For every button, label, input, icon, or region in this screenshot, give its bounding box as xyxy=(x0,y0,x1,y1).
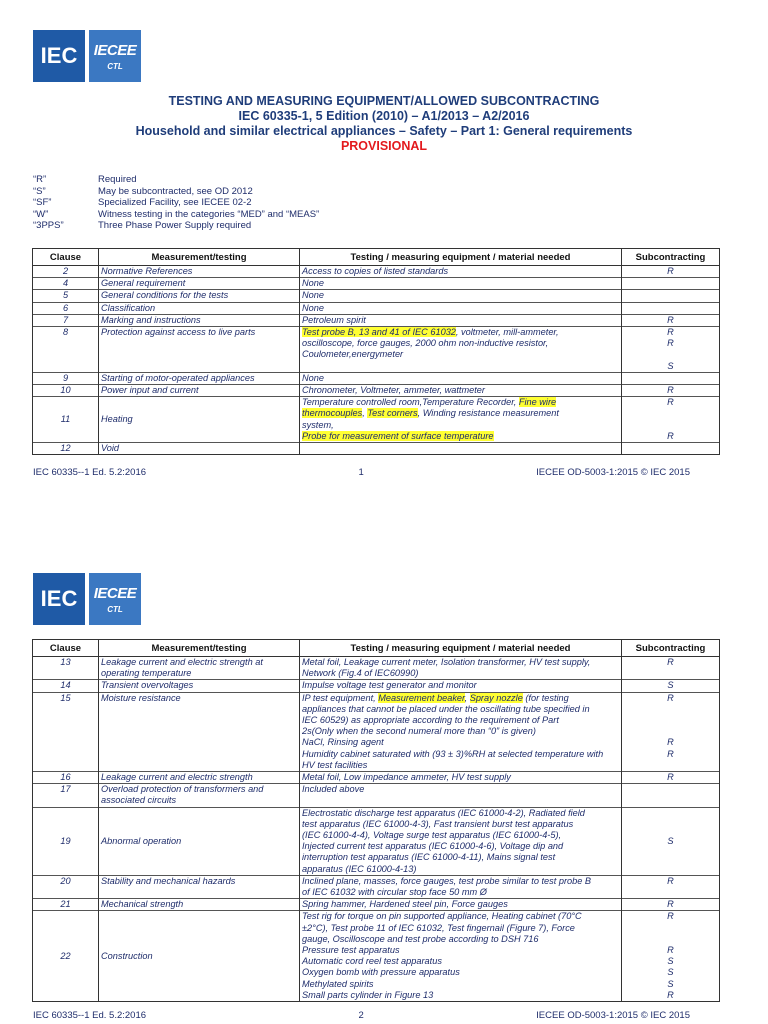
footer-page-number: 1 xyxy=(358,467,364,478)
equipment-cell: None xyxy=(300,302,622,314)
sub-value: S xyxy=(667,956,674,967)
measurement-cell: Starting of motor-operated appliances xyxy=(99,372,300,384)
header-title: TESTING AND MEASURING EQUIPMENT/ALLOWED SUBCONTRACTING xyxy=(168,94,600,108)
equipment-cell xyxy=(300,443,622,455)
iec-logo-page2 xyxy=(33,573,141,625)
equipment-text: , xyxy=(464,692,470,703)
subcontracting-cell xyxy=(622,327,720,373)
table-row xyxy=(33,911,720,1002)
legend xyxy=(33,174,319,232)
legend-code: “S” xyxy=(33,185,46,197)
equipment-line: Inclined plane, masses, force gauges, test probe similar to test probe B xyxy=(302,875,592,886)
subcontracting-cell xyxy=(622,372,720,384)
clause-cell: 2 xyxy=(33,266,99,278)
iec-logo-page1 xyxy=(33,30,141,82)
measurement-cell: Protection against access to live parts xyxy=(99,327,300,373)
measurement-cell: Marking and instructions xyxy=(99,314,300,326)
equipment-line: Coulometer,energymeter xyxy=(302,349,404,360)
sub-value: S xyxy=(667,978,674,989)
equipment-line: Oxygen bomb with pressure apparatus xyxy=(302,967,460,978)
equipment-cell xyxy=(300,875,622,898)
sub-value: R xyxy=(667,911,674,922)
measurement-cell: Mechanical strength xyxy=(99,899,300,911)
measurement-cell: Heating xyxy=(99,397,300,443)
legend-text: Witness testing in the categories “MED” and “MEAS” xyxy=(98,208,320,220)
legend-text: Required xyxy=(98,174,137,185)
footer-page-number: 2 xyxy=(358,1010,364,1021)
table-row xyxy=(33,875,720,898)
subcontracting-cell xyxy=(622,443,720,455)
iec-logo-icon xyxy=(33,30,85,82)
equipment-line: Humidity cabinet saturated with (93 ± 3)%RH at selected temperature with xyxy=(302,748,604,759)
equipment-line: interruption test apparatus (IEC 61000-4-11), Mains signal test xyxy=(302,852,556,863)
subcontracting-cell: R xyxy=(622,266,720,278)
equipment-line xyxy=(302,693,619,704)
equipment-table-page2 xyxy=(32,639,720,1002)
subcontracting-cell: R xyxy=(622,657,720,680)
sub-value xyxy=(624,934,717,945)
iecee-logo-icon xyxy=(89,573,141,625)
iecee-logo-text: IECEE xyxy=(93,584,137,602)
equipment-line: Methylated spirits xyxy=(302,978,374,989)
measurement-line: operating temperature xyxy=(101,668,192,679)
col-measurement: Measurement/testing xyxy=(99,249,300,266)
measurement-cell: Abnormal operation xyxy=(99,807,300,875)
table-row xyxy=(33,692,720,771)
legend-text: Three Phase Power Supply required xyxy=(98,220,252,232)
table-row xyxy=(33,397,720,443)
subcontracting-cell: R xyxy=(622,314,720,326)
sub-value xyxy=(624,715,717,726)
equipment-text: Temperature controlled room,Temperature Recorder, xyxy=(302,397,519,408)
measurement-line: Overload protection of transformers and xyxy=(101,784,264,795)
legend-row xyxy=(33,220,319,232)
equipment-cell: None xyxy=(300,372,622,384)
clause-cell: 7 xyxy=(33,314,99,326)
equipment-cell xyxy=(300,397,622,443)
clause-cell: 13 xyxy=(33,657,99,680)
measurement-cell xyxy=(99,657,300,680)
highlighted-text: thermocouples xyxy=(302,408,363,419)
clause-cell: 21 xyxy=(33,899,99,911)
sub-value xyxy=(624,726,717,737)
iec-logo-icon xyxy=(33,573,85,625)
clause-cell: 5 xyxy=(33,290,99,302)
footer-right: IECEE OD-5003-1:2015 © IEC 2015 xyxy=(536,1010,690,1021)
clause-cell: 17 xyxy=(33,784,99,807)
clause-cell: 11 xyxy=(33,397,99,443)
highlighted-text: Measurement beaker xyxy=(378,692,465,703)
equipment-cell: Spring hammer, Hardened steel pin, Force gauges xyxy=(300,899,622,911)
equipment-line: apparatus (IEC 61000-4-13) xyxy=(302,863,417,874)
legend-code: “W” xyxy=(33,208,49,220)
col-measurement: Measurement/testing xyxy=(99,640,300,657)
measurement-cell: Classification xyxy=(99,302,300,314)
subcontracting-cell xyxy=(622,397,720,443)
clause-cell: 12 xyxy=(33,443,99,455)
clause-cell: 4 xyxy=(33,278,99,290)
highlighted-text: Probe for measurement of surface temperature xyxy=(302,430,494,441)
col-equipment: Testing / measuring equipment / material needed xyxy=(300,249,622,266)
equipment-cell xyxy=(300,657,622,680)
sub-value: R xyxy=(667,692,674,703)
highlighted-text: Fine wire xyxy=(518,397,557,408)
measurement-cell: Power input and current xyxy=(99,385,300,397)
clause-cell: 20 xyxy=(33,875,99,898)
sub-value: R xyxy=(667,397,674,408)
equipment-table-page1 xyxy=(32,248,720,455)
equipment-line: HV test facilities xyxy=(302,759,368,770)
equipment-line: ±2°C), Test probe 11 of IEC 61032, Test fingernail (Figure 7), Force xyxy=(302,922,575,933)
col-equipment: Testing / measuring equipment / material needed xyxy=(300,640,622,657)
sub-value: R xyxy=(667,945,674,956)
sub-value: R xyxy=(667,737,674,748)
footer-page1 xyxy=(33,467,690,478)
col-clause: Clause xyxy=(33,249,99,266)
equipment-text: , xyxy=(362,408,368,419)
subcontracting-cell: R xyxy=(622,899,720,911)
equipment-line: Test rig for torque on pin supported appliance, Heating cabinet (70°C xyxy=(302,911,582,922)
sub-value: R xyxy=(667,748,674,759)
legend-code: “SF” xyxy=(33,197,52,209)
footer-right: IECEE OD-5003-1:2015 © IEC 2015 xyxy=(536,467,690,478)
table-row xyxy=(33,314,720,326)
table-header-row xyxy=(33,249,720,266)
sub-value xyxy=(624,420,717,431)
iecee-logo-icon xyxy=(89,30,141,82)
equipment-line: system, xyxy=(302,419,334,430)
subcontracting-cell xyxy=(622,278,720,290)
legend-row xyxy=(33,197,319,209)
sub-value: R xyxy=(667,989,674,1000)
clause-cell: 22 xyxy=(33,911,99,1002)
measurement-cell: Transient overvoltages xyxy=(99,680,300,692)
header-subtitle: Household and similar electrical appliances – Safety – Part 1: General requirements xyxy=(135,124,633,138)
footer-left: IEC 60335--1 Ed. 5.2:2016 xyxy=(33,1010,147,1021)
subcontracting-cell: R xyxy=(622,772,720,784)
clause-cell: 15 xyxy=(33,692,99,771)
equipment-cell: Included above xyxy=(300,784,622,807)
ctl-logo-text: CTL xyxy=(107,61,123,71)
equipment-cell: Metal foil, Low impedance ammeter, HV test supply xyxy=(300,772,622,784)
measurement-line: associated circuits xyxy=(101,795,177,806)
subcontracting-cell: R xyxy=(622,875,720,898)
measurement-cell: Moisture resistance xyxy=(99,692,300,771)
clause-cell: 14 xyxy=(33,680,99,692)
equipment-line: gauge, Oscilloscope and test probe according to DSH 716 xyxy=(302,933,539,944)
highlighted-text: Test corners xyxy=(367,408,418,419)
iec-logo-text: IEC xyxy=(40,43,78,68)
legend-text: May be subcontracted, see OD 2012 xyxy=(98,185,253,197)
equipment-line: (IEC 61000-4-4), Voltage surge test apparatus (IEC 61000-4-5), xyxy=(302,830,562,841)
subcontracting-cell xyxy=(622,911,720,1002)
equipment-line: oscilloscope, force gauges, 2000 ohm non-inductive resistor, xyxy=(302,338,549,349)
sub-value xyxy=(624,923,717,934)
table-row xyxy=(33,784,720,807)
equipment-text: , Winding resistance measurement xyxy=(417,408,559,419)
sub-value xyxy=(624,349,717,360)
table-row xyxy=(33,385,720,397)
table-row xyxy=(33,443,720,455)
sub-value: S xyxy=(667,967,674,978)
subcontracting-cell xyxy=(622,784,720,807)
footer-page2 xyxy=(33,1010,690,1021)
iecee-logo-text: IECEE xyxy=(93,41,137,59)
measurement-cell xyxy=(99,784,300,807)
clause-cell: 8 xyxy=(33,327,99,373)
equipment-line: Metal foil, Leakage current meter, Isolation transformer, HV test supply, xyxy=(302,657,591,667)
table-row xyxy=(33,290,720,302)
clause-cell: 9 xyxy=(33,372,99,384)
equipment-line: NaCl, Rinsing agent xyxy=(302,737,384,748)
col-subcontracting: Subcontracting xyxy=(622,249,720,266)
table-row xyxy=(33,372,720,384)
equipment-cell: Petroleum spirit xyxy=(300,314,622,326)
table-row xyxy=(33,772,720,784)
subcontracting-cell xyxy=(622,302,720,314)
equipment-line: 2s(Only when the second numeral more than “0” is given) xyxy=(302,726,536,737)
subcontracting-cell: S xyxy=(622,680,720,692)
subcontracting-cell: R xyxy=(622,385,720,397)
equipment-line: Pressure test apparatus xyxy=(302,945,400,956)
sub-value xyxy=(624,704,717,715)
equipment-line xyxy=(302,327,619,338)
sub-value: R xyxy=(667,430,674,441)
legend-code: “R” xyxy=(33,174,47,185)
highlighted-text: Spray nozzle xyxy=(469,692,523,703)
clause-cell: 6 xyxy=(33,302,99,314)
subcontracting-cell xyxy=(622,290,720,302)
equipment-text: IP test equipment, xyxy=(302,692,379,703)
iec-logo-text: IEC xyxy=(40,586,78,611)
ctl-logo-text: CTL xyxy=(107,604,123,614)
sub-value: R xyxy=(667,338,674,349)
sub-value xyxy=(624,760,717,771)
measurement-line: Leakage current and electric strength at xyxy=(101,657,263,667)
measurement-cell: Stability and mechanical hazards xyxy=(99,875,300,898)
equipment-cell: None xyxy=(300,290,622,302)
table-row xyxy=(33,327,720,373)
table-row xyxy=(33,266,720,278)
table-row xyxy=(33,278,720,290)
footer-left: IEC 60335--1 Ed. 5.2:2016 xyxy=(33,467,147,478)
table-header-row xyxy=(33,640,720,657)
clause-cell: 10 xyxy=(33,385,99,397)
subcontracting-cell xyxy=(622,692,720,771)
table-row xyxy=(33,302,720,314)
sub-value: S xyxy=(667,360,674,371)
header-provisional: PROVISIONAL xyxy=(340,139,428,153)
equipment-line: Small parts cylinder in Figure 13 xyxy=(302,989,434,1000)
equipment-line: of IEC 61032 with circular stop face 50 mm Ø xyxy=(302,887,487,898)
table-row xyxy=(33,680,720,692)
legend-code: “3PPS” xyxy=(33,220,64,232)
sub-value xyxy=(624,408,717,419)
equipment-line xyxy=(302,408,619,419)
clause-cell: 16 xyxy=(33,772,99,784)
measurement-cell: Void xyxy=(99,443,300,455)
table-row xyxy=(33,899,720,911)
measurement-cell: Leakage current and electric strength xyxy=(99,772,300,784)
highlighted-text: Test probe B, 13 and 41 of IEC 61032 xyxy=(302,327,456,338)
measurement-cell: General requirement xyxy=(99,278,300,290)
equipment-line xyxy=(302,397,619,408)
equipment-line: appliances that cannot be placed under the oscillating tube specified in xyxy=(302,703,590,714)
equipment-cell xyxy=(300,807,622,875)
equipment-line: test apparatus (IEC 61000-4-3), Fast transient burst test apparatus xyxy=(302,818,574,829)
equipment-line: Automatic cord reel test apparatus xyxy=(302,956,442,967)
table-row xyxy=(33,807,720,875)
measurement-cell: Construction xyxy=(99,911,300,1002)
legend-row xyxy=(33,186,319,198)
legend-row xyxy=(33,174,319,186)
equipment-line xyxy=(302,431,619,442)
equipment-line: Network (Fig.4 of IEC60990) xyxy=(302,668,419,679)
equipment-line: Electrostatic discharge test apparatus (IEC 61000-4-2), Radiated field xyxy=(302,807,585,818)
subcontracting-cell: S xyxy=(622,807,720,875)
equipment-cell xyxy=(300,327,622,373)
equipment-cell: None xyxy=(300,278,622,290)
clause-cell: 19 xyxy=(33,807,99,875)
document-header xyxy=(0,94,768,154)
equipment-line: Injected current test apparatus (IEC 61000-4-6), Voltage dip and xyxy=(302,841,564,852)
equipment-text: , voltmeter, mill-ammeter, xyxy=(455,327,559,338)
equipment-line: IEC 60529) as appropriate according to the requirement of Part xyxy=(302,715,559,726)
col-subcontracting: Subcontracting xyxy=(622,640,720,657)
table-row xyxy=(33,657,720,680)
measurement-cell: General conditions for the tests xyxy=(99,290,300,302)
legend-text: Specialized Facility, see IECEE 02-2 xyxy=(98,197,252,209)
equipment-text: (for testing xyxy=(522,692,569,703)
equipment-cell: Impulse voltage test generator and monitor xyxy=(300,680,622,692)
equipment-cell xyxy=(300,692,622,771)
measurement-cell: Normative References xyxy=(99,266,300,278)
header-standard: IEC 60335-1, 5 Edition (2010) – A1/2013 – A2/2016 xyxy=(238,109,530,123)
equipment-cell xyxy=(300,911,622,1002)
col-clause: Clause xyxy=(33,640,99,657)
equipment-cell: Access to copies of listed standards xyxy=(300,266,622,278)
legend-row xyxy=(33,209,319,221)
sub-value: R xyxy=(667,327,674,338)
equipment-cell: Chronometer, Voltmeter, ammeter, wattmeter xyxy=(300,385,622,397)
